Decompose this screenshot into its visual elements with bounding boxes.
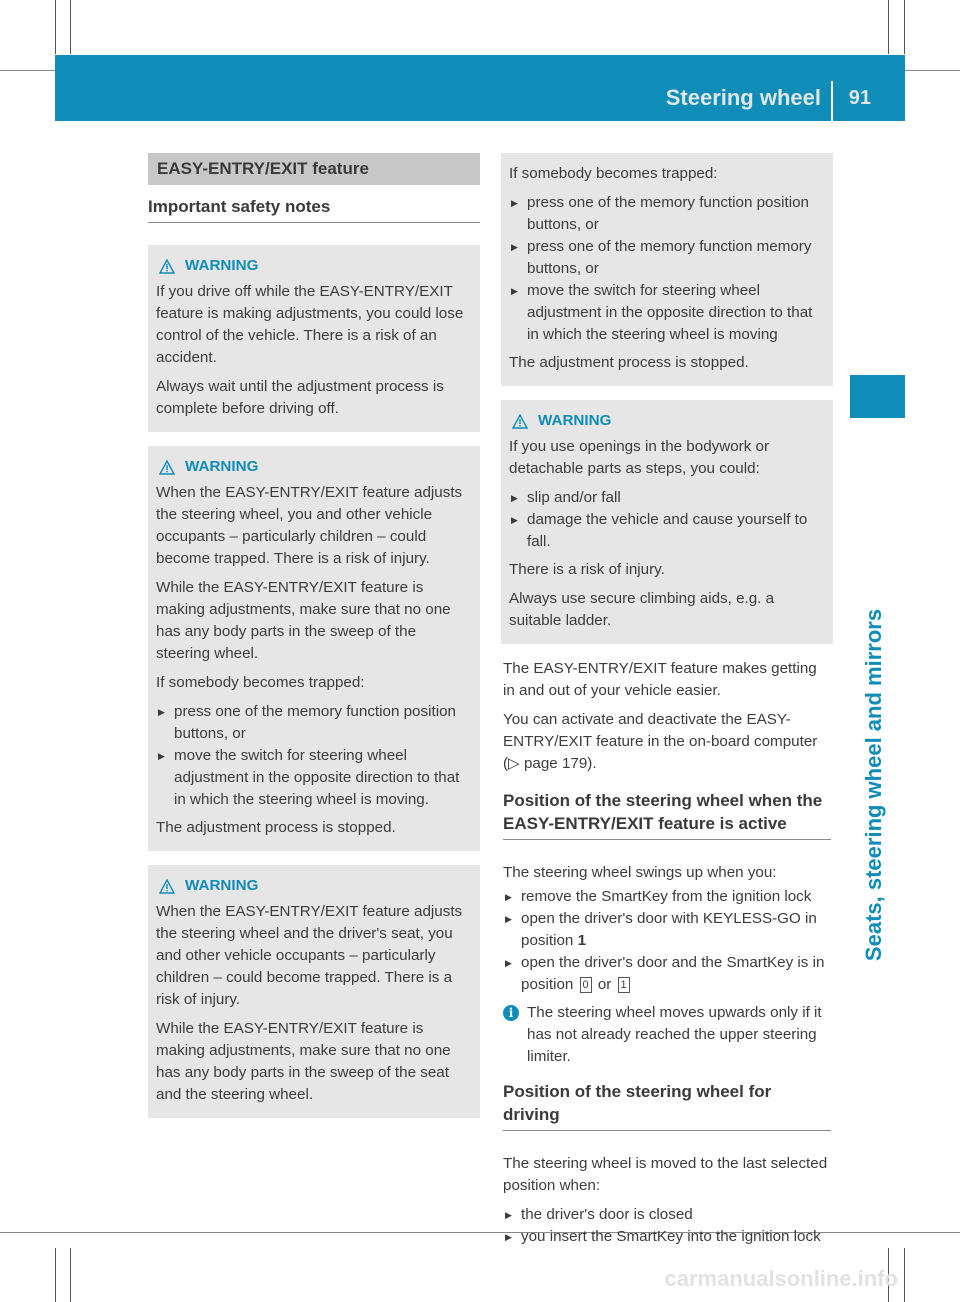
list-item: ▶ damage the vehicle and cause yourself to fall. — [509, 509, 825, 553]
body-text: The steering wheel is moved to the last selected position when: — [503, 1155, 828, 1194]
info-note — [503, 1002, 831, 1068]
list-item: ▶ the driver's door is closed — [503, 1204, 831, 1226]
warning-triangle-icon — [159, 879, 175, 894]
section-heading: Position of the steering wheel for driving — [503, 1080, 831, 1131]
warning-text: There is a risk of injury. — [509, 561, 665, 578]
chapter-title: Seats, steering wheel and mirrors — [861, 608, 886, 962]
warning-text: If somebody becomes trapped: — [156, 674, 365, 691]
info-text: The steering wheel moves upwards only if it has not already reached the upper steering limiter. — [527, 1004, 822, 1065]
warning-label: WARNING — [538, 412, 612, 429]
list-item — [503, 908, 831, 952]
bullet-list — [503, 886, 831, 996]
left-column — [148, 153, 480, 1132]
right-column — [501, 153, 833, 1254]
crop-mark — [55, 0, 56, 54]
page-number: 91 — [848, 87, 871, 109]
body-text: The steering wheel swings up when you: — [503, 864, 777, 881]
bullet-list — [156, 701, 472, 811]
list-item: ▶ press one of the memory function memory buttons, or — [509, 236, 825, 280]
list-item: ▶ you insert the SmartKey into the ignition lock — [503, 1226, 831, 1248]
position-value: 1 — [577, 932, 587, 949]
list-item-text: open the driver's door and the SmartKey is in position — [521, 954, 825, 993]
key-position-0-icon: 0 — [580, 977, 592, 993]
crop-mark — [888, 0, 889, 54]
warning-header — [156, 255, 472, 277]
watermark: carmanualsonline.info — [664, 1266, 898, 1291]
section-title: EASY-ENTRY/EXIT feature — [148, 153, 480, 185]
warning-box — [501, 400, 833, 644]
list-item-text: open the driver's door with KEYLESS-GO in position — [521, 910, 817, 949]
header-divider — [831, 81, 833, 121]
warning-text: Always use secure climbing aids, e.g. a suitable ladder. — [509, 590, 775, 629]
warning-text: If you drive off while the EASY-ENTRY/EXIT feature is making adjustments, you could lose control of the vehicle. There is a risk of an accident. — [156, 283, 464, 366]
body-text: The EASY-ENTRY/EXIT feature makes getting in and out of your vehicle easier. — [503, 660, 817, 699]
warning-label: WARNING — [185, 257, 259, 274]
warning-triangle-icon — [512, 414, 528, 429]
list-item: ▶ move the switch for steering wheel adjustment in the opposite direction to that in which the steering wheel is moving. — [156, 745, 472, 811]
box-text: The adjustment process is stopped. — [509, 354, 749, 371]
warning-label: WARNING — [185, 877, 259, 894]
list-item: ▶ press one of the memory function position buttons, or — [509, 192, 825, 236]
warning-header — [509, 410, 825, 432]
key-position-1-icon: 1 — [618, 977, 630, 993]
info-icon: i — [503, 1005, 519, 1021]
bullet-list — [509, 192, 825, 346]
subheading: Important safety notes — [148, 195, 480, 223]
warning-box — [148, 446, 480, 851]
page-header — [55, 55, 905, 121]
conjunction: or — [597, 976, 612, 993]
warning-triangle-icon — [159, 460, 175, 475]
warning-text: While the EASY-ENTRY/EXIT feature is making adjustments, make sure that no one has any body parts in the sweep of the steering wheel. — [156, 579, 451, 662]
box-text: If somebody becomes trapped: — [509, 165, 718, 182]
warning-header — [156, 456, 472, 478]
list-item — [503, 952, 831, 996]
warning-text: Always wait until the adjustment process is complete before driving off. — [156, 378, 444, 417]
crop-mark — [904, 0, 905, 54]
warning-box — [148, 245, 480, 432]
warning-header — [156, 875, 472, 897]
crop-mark — [70, 1248, 71, 1302]
list-item: ▶ remove the SmartKey from the ignition lock — [503, 886, 831, 908]
warning-triangle-icon — [159, 259, 175, 274]
crop-mark — [904, 1248, 905, 1302]
header-title: Steering wheel — [665, 85, 821, 110]
bullet-list — [509, 487, 825, 553]
bullet-list — [503, 1204, 831, 1248]
section-heading: Position of the steering wheel when the EASY-ENTRY/EXIT feature is active — [503, 789, 831, 840]
body-text: You can activate and deactivate the EASY-ENTRY/EXIT feature in the on-board computer (▷ page 179). — [503, 711, 818, 772]
warning-text: When the EASY-ENTRY/EXIT feature adjusts the steering wheel and the driver's seat, you and other vehicle occupants – particularly children – could become trapped. There is a risk of injury. — [156, 903, 463, 1008]
info-box — [501, 153, 833, 386]
crop-mark — [70, 0, 71, 54]
warning-text: The adjustment process is stopped. — [156, 819, 396, 836]
crop-mark — [55, 1248, 56, 1302]
list-item: ▶ slip and/or fall — [509, 487, 825, 509]
warning-text: While the EASY-ENTRY/EXIT feature is making adjustments, make sure that no one has any body parts in the sweep of the seat and the steering wheel. — [156, 1020, 451, 1103]
list-item: ▶ press one of the memory function position buttons, or — [156, 701, 472, 745]
warning-text: When the EASY-ENTRY/EXIT feature adjusts the steering wheel, you and other vehicle occupants – particularly children – could become trapped. There is a risk of injury. — [156, 484, 463, 567]
warning-text: If you use openings in the bodywork or detachable parts as steps, you could: — [509, 438, 770, 477]
warning-label: WARNING — [185, 458, 259, 475]
chapter-tab — [850, 375, 905, 418]
warning-box — [148, 865, 480, 1118]
list-item: ▶ move the switch for steering wheel adjustment in the opposite direction to that in which the steering wheel is moving — [509, 280, 825, 346]
body-text-block — [501, 658, 833, 1248]
